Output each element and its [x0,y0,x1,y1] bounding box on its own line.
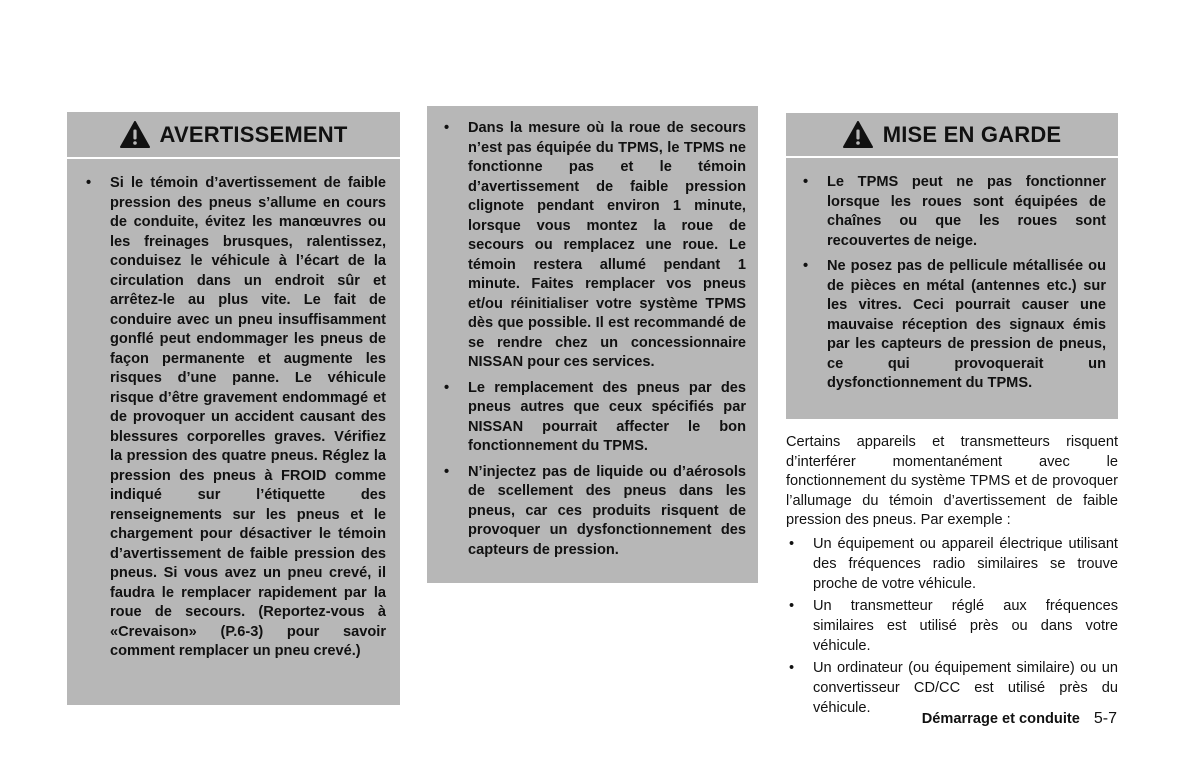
warning-item: • Dans la mesure où la roue de secours n’est pas équipée du TPMS, le TPMS ne fonctionne pas et le témoin d’avertissement de faible pression clignote pendant environ 1 minute, lorsque vous montez la roue de secours ou remplacez une roue. Le témoin restera allumé pendant 1 minute. Faites remplacer vos pneus et/ou réinitialiser votre système TPMS dès que possible. Il est recommandé de se rendre chez un concessionnaire NISSAN pour ces services. [437,119,746,373]
caution-title: MISE EN GARDE [882,121,1062,147]
warning-item: • Si le témoin d’avertissement de faible pression des pneus s’allume en cours de conduite, évitez les manœuvres ou les freinages brusques, ralentissez, conduisez le véhicule à l’écart de la circulation dans un endroit sûr et arrêtez-le au plus vite. Le fait de conduire avec un pneu insuffisamment gonflé peut endommager les pneus de façon permanente et augmente les risques d’une panne. Le véhicule risque d’être gravement endommagé et de provoquer un accident causant des blessures corporelles graves. Vérifiez la pression des quatre pneus. Réglez la pression des pneus à FROID comme indiqué sur l’étiquette des renseignements sur les pneus et le chargement pour désactiver le témoin d’avertissement de faible pression des pneus. Si vous avez un pneu crevé, il faudra le remplacer rapidement par la roue de secours. (Reportez-vous à «Crevaison» (P.6-3) pour savoir comment remplacer un pneu crevé.) [79,174,386,662]
warning-triangle-icon [843,121,873,149]
warning-list [79,174,386,662]
caution-header [786,113,1118,158]
warning-title: AVERTISSEMENT [159,121,348,147]
warning-triangle-icon [120,121,150,149]
body-text [786,433,1118,720]
warning-continued-list [437,119,746,560]
caution-item: • Le TPMS peut ne pas fonctionner lorsque les roues sont équipées de chaînes ou que les roues sont recouvertes de neige. [796,173,1106,251]
caution-list [796,173,1106,394]
list-item: • Un ordinateur (ou équipement similaire) ou un convertisseur CD/CC est utilisé près du véhicule. [786,658,1118,718]
list-item: • Un transmetteur réglé aux fréquences similaires est utilisé près ou dans votre véhicule. [786,596,1118,656]
body-paragraph: Certains appareils et transmetteurs risquent d’interférer momentanément avec le fonctionnement du système TPMS et de provoquer l’allumage du témoin d’avertissement de faible pression des pneus. Par exemple : [786,434,1118,528]
section-title: Démarrage et conduite [921,711,1080,727]
warning-header [67,112,400,159]
warning-continued-box [427,106,758,583]
warning-item: • Le remplacement des pneus par des pneus autres que ceux spécifiés par NISSAN pourrait affecter le bon fonctionnement du TPMS. [437,379,746,457]
page-number: 5-7 [1093,710,1117,727]
warning-box [67,112,400,705]
page-footer [922,710,1117,728]
warning-item: • N’injectez pas de liquide ou d’aérosols de scellement des pneus dans les pneus, car ces produits risquent de provoquer un dysfonctionnement des capteurs de pression. [437,463,746,561]
caution-item: • Ne posez pas de pellicule métallisée ou de pièces en métal (antennes etc.) sur les vitres. Ceci pourrait causer une mauvaise réception des signaux émis par les capteurs de pression de pneus, ce qui provoquerait un dysfonctionnement du TPMS. [796,257,1106,394]
body-list [786,534,1118,718]
caution-box [786,113,1118,419]
list-item: • Un équipement ou appareil électrique utilisant des fréquences radio similaires se trouve proche de votre véhicule. [786,534,1118,594]
